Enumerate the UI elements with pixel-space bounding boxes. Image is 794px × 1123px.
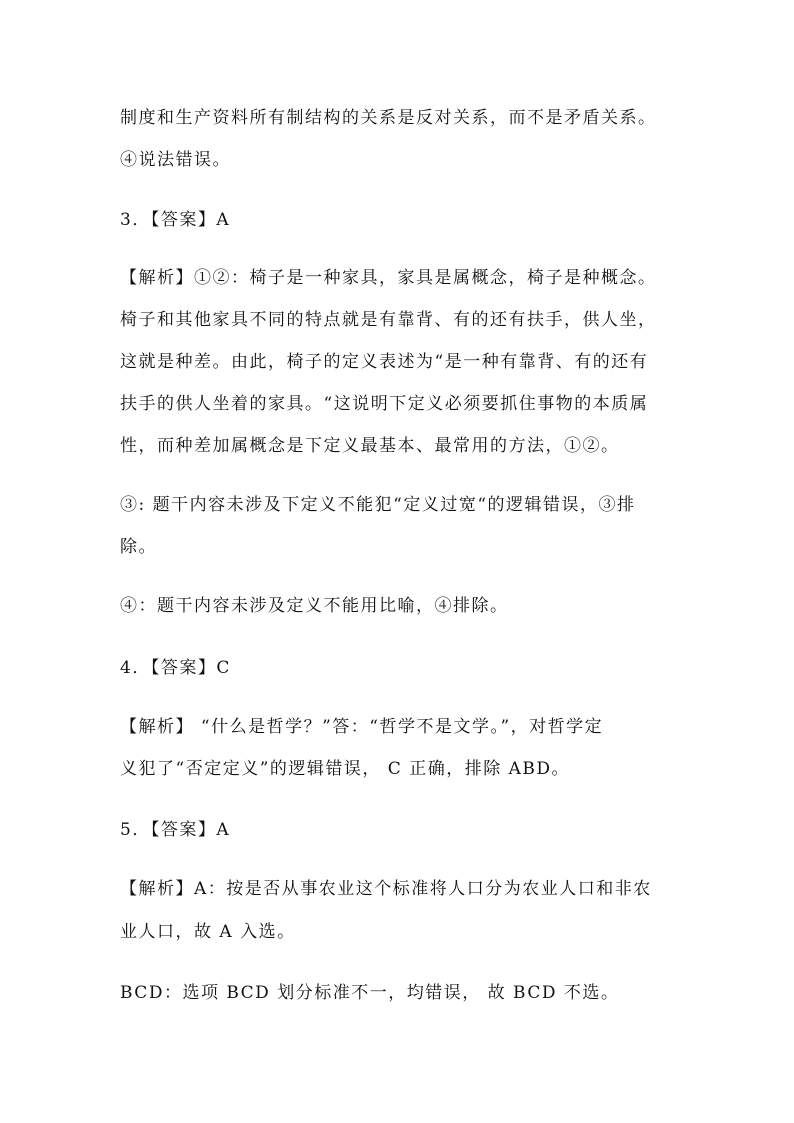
analysis-line-3-6: ③: 题干内容未涉及下定义不能犯“定义过宽“的逻辑错误，③排 <box>120 495 636 515</box>
analysis-line-5-1: 【解析】A：按是否从事农业这个标准将人口分为农业人口和非农 <box>120 879 652 899</box>
answer-heading-4: 4．【答案】C <box>120 658 231 678</box>
analysis-line-5-2: 业人口，故 A 入选。 <box>120 922 296 942</box>
answer-heading-3: 3．【答案】A <box>120 210 231 230</box>
analysis-line-5-3: BCD：选项 BCD 划分标准不一，均错误， 故 BCD 不选。 <box>120 983 620 1003</box>
analysis-line-3-3: 这就是种差。由此，椅子的定义表述为“是一种有靠背、有的还有 <box>120 352 649 372</box>
text-line-conclusion-2: ④说法错误。 <box>120 150 231 170</box>
analysis-line-3-8: ④：题干内容未涉及定义不能用比喻，④排除。 <box>120 596 509 616</box>
answer-heading-5: 5．【答案】A <box>120 820 231 840</box>
analysis-line-3-4: 扶手的供人坐着的家具。“这说明下定义必须要抓住事物的本质属 <box>120 394 649 414</box>
analysis-line-4-1: 【解析】 “什么是哲学？”答：“哲学不是文学。”，对哲学定 <box>120 717 604 737</box>
text-line-continuation: 制度和生产资料所有制结构的关系是反对关系，而不是矛盾关系。 <box>120 108 657 128</box>
analysis-line-3-5: 性，而种差加属概念是下定义最基本、最常用的方法，①②。 <box>120 436 620 456</box>
analysis-line-3-2: 椅子和其他家具不同的特点就是有靠背、有的还有扶手，供人坐， <box>120 310 657 330</box>
analysis-line-4-2: 义犯了“否定定义”的逻辑错误， C 正确，排除 ABD。 <box>120 759 570 779</box>
analysis-line-3-1: 【解析】①②：椅子是一种家具，家具是属概念，椅子是种概念。 <box>120 268 657 288</box>
analysis-line-3-7: 除。 <box>120 537 157 557</box>
